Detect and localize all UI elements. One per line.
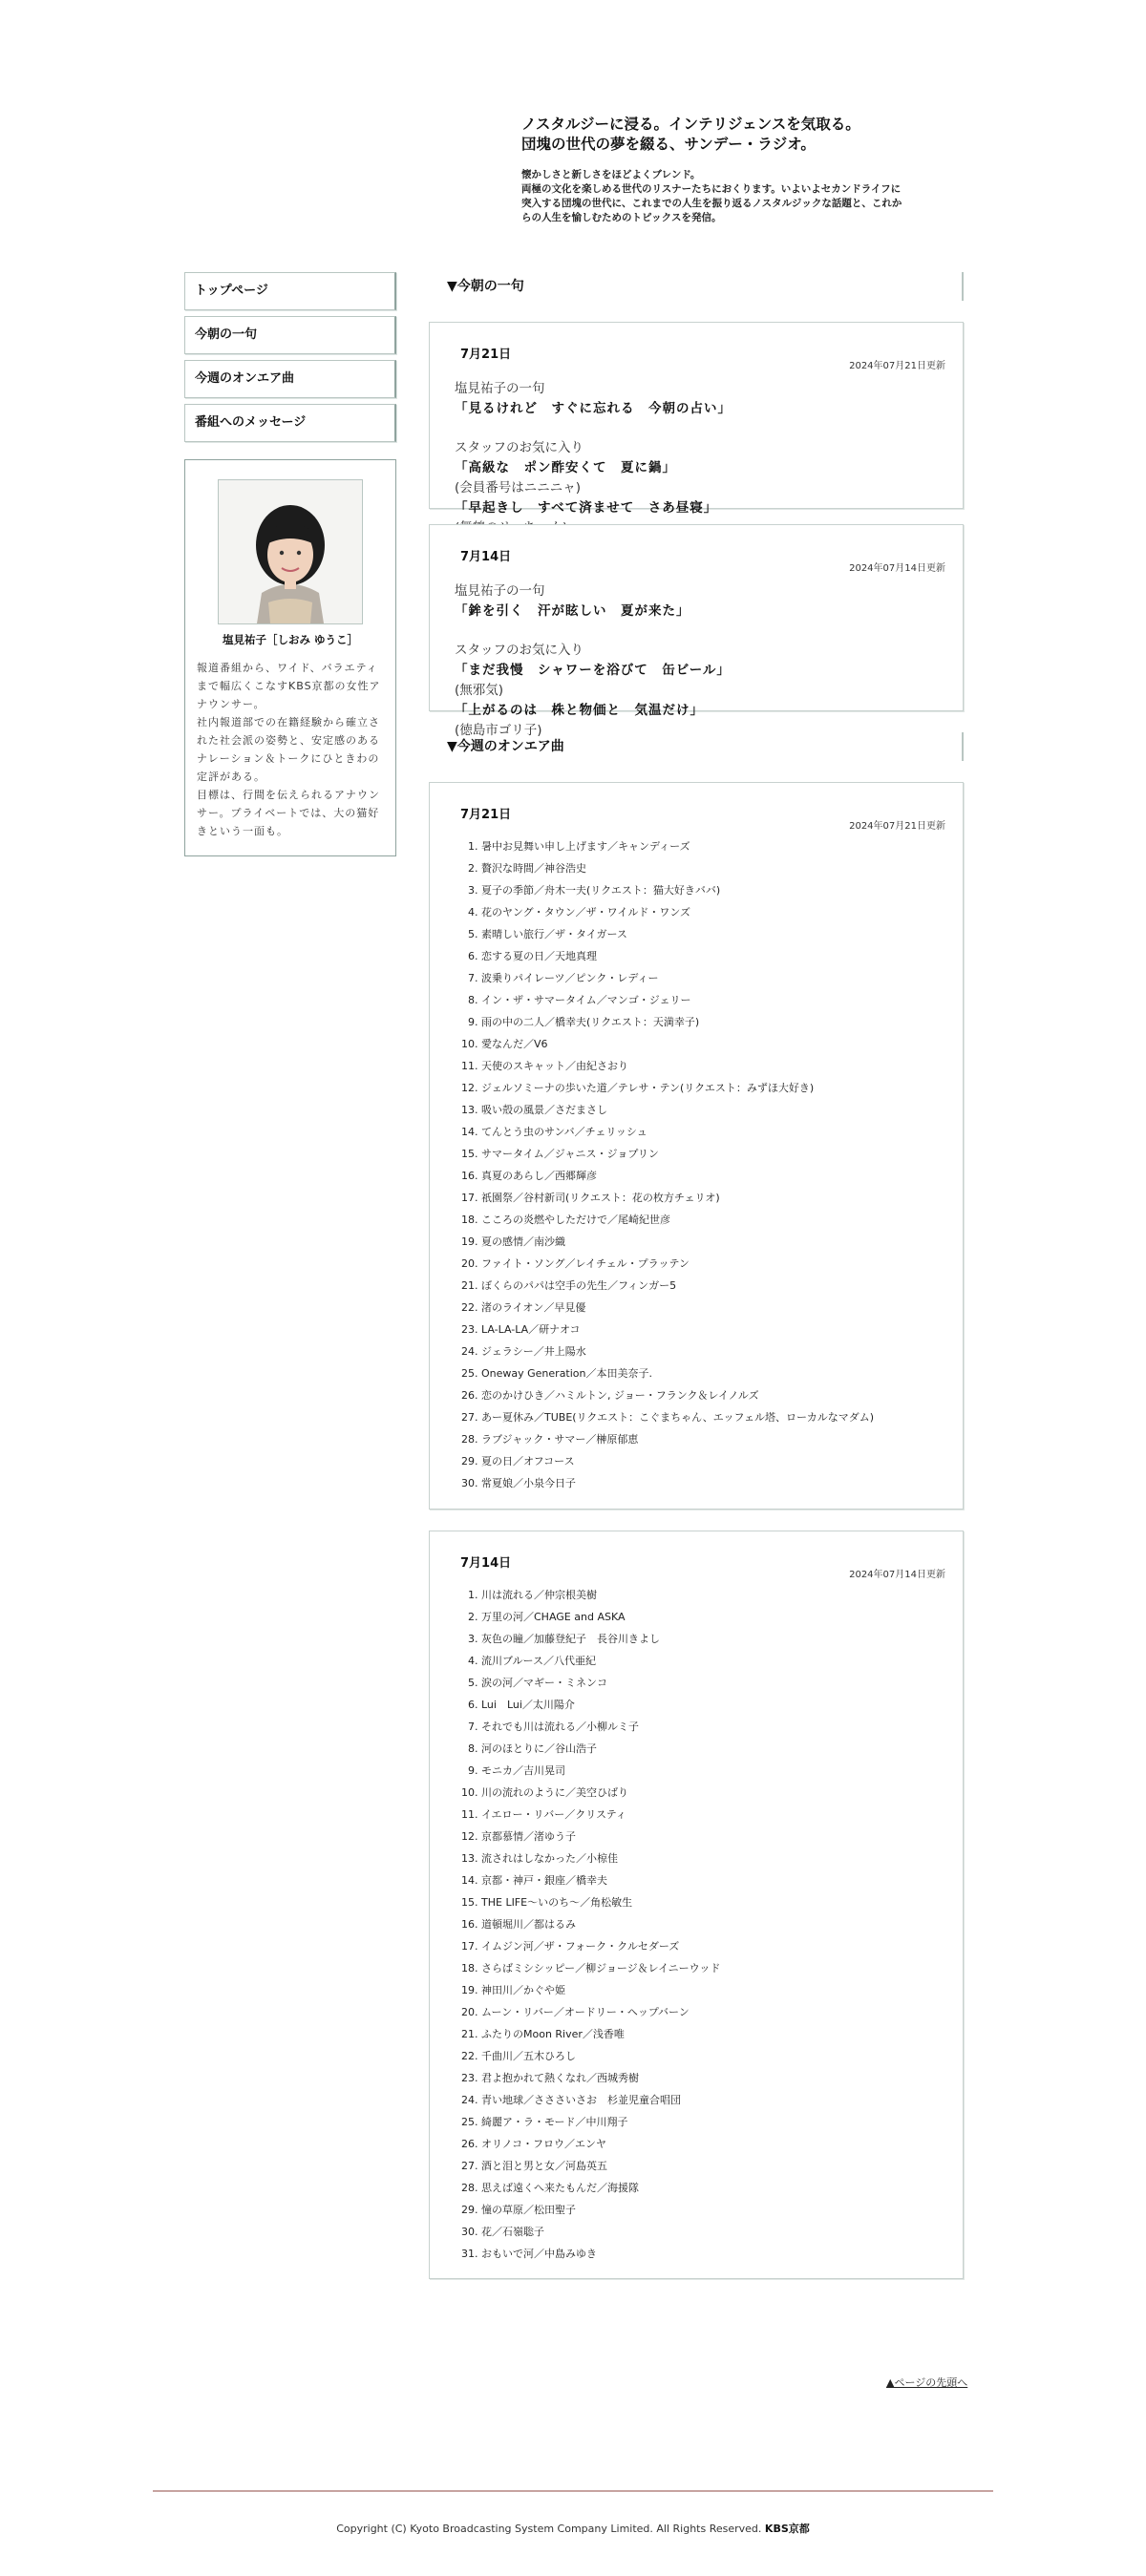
haiku-text: 「早起きし すべて済ませて さあ昼寝」: [455, 500, 718, 516]
song-item: 2. 万里の河／CHAGE and ASKA: [481, 1606, 945, 1628]
song-item: 10. 愛なんだ／V6: [481, 1033, 945, 1055]
entry-updated: 2024年07月14日更新: [849, 1570, 945, 1580]
song-item: 18. さらばミシシッピー／柳ジョージ＆レイニーウッド: [481, 1957, 945, 1979]
song-item: 23. LA-LA-LA／研ナオコ: [481, 1319, 945, 1341]
main-content: [429, 272, 964, 2279]
song-item: 29. 夏の日／オフコース: [481, 1450, 945, 1472]
song-item: 1. 川は流れる／仲宗根美樹: [481, 1584, 945, 1606]
song-item: 30. 常夏娘／小泉今日子: [481, 1472, 945, 1494]
song-item: 13. 流されはしなかった／小椋佳: [481, 1848, 945, 1869]
song-item: 14. てんとう虫のサンバ／チェリッシュ: [481, 1121, 945, 1143]
song-item: 11. イエロー・リバー／クリスティ: [481, 1804, 945, 1826]
song-item: 18. こころの炎燃やしただけで／尾崎紀世彦: [481, 1209, 945, 1231]
song-item: 20. ムーン・リバー／オードリー・ヘップバーン: [481, 2001, 945, 2023]
song-item: 24. ジェラシー／井上陽水: [481, 1341, 945, 1362]
haiku-text: 「まだ我慢 シャワーを浴びて 缶ビール」: [455, 663, 731, 678]
entry-updated: 2024年07月14日更新: [849, 563, 945, 574]
song-item: 9. モニカ／吉川晃司: [481, 1760, 945, 1782]
haiku-text: 「鉾を引く 汗が眩しい 夏が来た」: [455, 603, 690, 619]
footer-divider: [153, 2490, 993, 2492]
song-item: 31. おもいで河／中島みゆき: [481, 2243, 945, 2265]
song-item: 16. 真夏のあらし／西郷輝彦: [481, 1165, 945, 1187]
host-photo: [218, 479, 363, 624]
footer: [0, 2521, 1146, 2536]
nav-item-top[interactable]: トップページ: [184, 272, 396, 310]
song-item: 15. THE LIFE～いのち～／角松敏生: [481, 1891, 945, 1913]
song-item: 17. 祇園祭／谷村新司(リクエスト：花の枚方チェリオ): [481, 1187, 945, 1209]
song-item: 12. 京都慕情／渚ゆう子: [481, 1826, 945, 1848]
song-item: 22. 渚のライオン／早見優: [481, 1297, 945, 1319]
song-item: 8. イン・ザ・サマータイム／マンゴ・ジェリー: [481, 989, 945, 1011]
entry-date: 7月21日: [460, 348, 512, 362]
haiku-text: 「上がるのは 株と物価と 気温だけ」: [455, 703, 704, 718]
song-item: 19. 夏の感情／南沙織: [481, 1231, 945, 1253]
haiku-section-heading: ▼今朝の一句: [429, 272, 964, 301]
entry-updated: 2024年07月21日更新: [849, 361, 945, 371]
song-item: 16. 道頓堀川／都はるみ: [481, 1913, 945, 1935]
host-haiku-label: 塩見祐子の一句: [455, 381, 545, 396]
page-top-link[interactable]: ▲ページの先頭へ: [886, 2376, 968, 2389]
description-line: 突入する団塊の世代に、これまでの人生を振り返るノスタルジックな話題と、これか: [521, 198, 902, 209]
song-item: 4. 流川ブルース／八代亜紀: [481, 1650, 945, 1672]
host-portrait-icon: [219, 480, 362, 623]
entry-date: 7月21日: [460, 808, 512, 822]
description-line: 両極の文化を楽しめる世代のリスナーたちにおくります。いよいよセカンドライフに: [521, 183, 902, 195]
staff-favorites-label: スタッフのお気に入り: [455, 643, 584, 658]
song-list: [455, 1584, 945, 2265]
song-item: 12. ジェルソミーナの歩いた道／テレサ・テン(リクエスト：みずほ大好き): [481, 1077, 945, 1099]
onair-entry: [429, 1531, 964, 2279]
nav-item-onair[interactable]: 今週のオンエア曲: [184, 360, 396, 398]
song-item: 14. 京都・神戸・銀座／橋幸夫: [481, 1869, 945, 1891]
haiku-author: (会員番号はニニニャ): [455, 480, 582, 496]
copyright-text: Copyright (C) Kyoto Broadcasting System Company Limited. All Rights Reserved.: [336, 2523, 765, 2535]
song-item: 4. 花のヤング・タウン／ザ・ワイルド・ワンズ: [481, 901, 945, 923]
host-bio: 報道番組から、ワイド、バラエティまで幅広くこなすKBS京都の女性アナウンサー。 社内報道部での在籍経験から確立された社会派の姿勢と、安定感のあるナレーション＆トークにひときわの定評がある。 目標は、行間を伝えられるアナウンサー。プライベートでは、大の猫好きという一面も。: [197, 662, 381, 837]
entry-date: 7月14日: [460, 1556, 512, 1571]
song-item: 21. ふたりのMoon River／浅香唯: [481, 2023, 945, 2045]
song-item: 1. 暑中お見舞い申し上げます／キャンディーズ: [481, 835, 945, 857]
tagline-line-1: ノスタルジーに浸る。インテリジェンスを気取る。: [521, 116, 860, 133]
song-item: 28. 思えば遠くへ来たもんだ／海援隊: [481, 2177, 945, 2199]
song-item: 5. 素晴しい旅行／ザ・タイガース: [481, 923, 945, 945]
site-description: [521, 168, 970, 225]
song-item: 26. オリノコ・フロウ／エンヤ: [481, 2133, 945, 2155]
song-item: 21. ぼくらのパパは空手の先生／フィンガー5: [481, 1275, 945, 1297]
site-header: [521, 115, 970, 225]
song-item: 20. ファイト・ソング／レイチェル・プラッテン: [481, 1253, 945, 1275]
song-item: 22. 千曲川／五木ひろし: [481, 2045, 945, 2067]
song-item: 25. 綺麗ア・ラ・モード／中川翔子: [481, 2111, 945, 2133]
song-item: 2. 贅沢な時間／神谷浩史: [481, 857, 945, 879]
song-item: 6. Lui Lui／太川陽介: [481, 1694, 945, 1716]
song-item: 5. 涙の河／マギー・ミネンコ: [481, 1672, 945, 1694]
entry-updated: 2024年07月21日更新: [849, 821, 945, 832]
song-item: 15. サマータイム／ジャニス・ジョプリン: [481, 1143, 945, 1165]
nav-item-message[interactable]: 番組へのメッセージ: [184, 404, 396, 442]
song-item: 27. 酒と泪と男と女／河島英五: [481, 2155, 945, 2177]
song-item: 3. 夏子の季節／舟木一夫(リクエスト：猫大好きババ): [481, 879, 945, 901]
haiku-entry: [429, 322, 964, 516]
song-item: 30. 花／石嶺聡子: [481, 2221, 945, 2243]
footer-brand: KBS京都: [764, 2523, 810, 2535]
staff-favorites-label: スタッフのお気に入り: [455, 440, 584, 455]
song-item: 29. 憧の草原／松田聖子: [481, 2199, 945, 2221]
haiku-text: 「高級な ポン酢安くて 夏に鍋」: [455, 460, 676, 475]
song-item: 23. 君よ抱かれて熱くなれ／西城秀樹: [481, 2067, 945, 2089]
song-list: [455, 835, 945, 1494]
song-item: 17. イムジン河／ザ・フォーク・クルセダーズ: [481, 1935, 945, 1957]
onair-section-heading: ▼今週のオンエア曲: [429, 732, 964, 761]
song-item: 9. 雨の中の二人／橋幸夫(リクエスト：天満幸子): [481, 1011, 945, 1033]
host-name: 塩見祐子［しおみ ゆうこ］: [222, 633, 358, 646]
profile-card: [184, 459, 396, 856]
onair-entry: [429, 782, 964, 1510]
tagline-line-2: 団塊の世代の夢を綴る、サンデー・ラジオ。: [521, 136, 816, 153]
entry-date: 7月14日: [460, 550, 512, 564]
haiku-text: 「見るけれど すぐに忘れる 今朝の占い」: [455, 401, 732, 416]
song-item: 3. 灰色の瞳／加藤登紀子 長谷川きよし: [481, 1628, 945, 1650]
song-item: 11. 天使のスキャット／由紀さおり: [481, 1055, 945, 1077]
song-item: 10. 川の流れのように／美空ひばり: [481, 1782, 945, 1804]
description-line: らの人生を愉しむためのトピックスを発信。: [521, 212, 722, 223]
song-item: 26. 恋のかけひき／ハミルトン, ジョー・フランク＆レイノルズ: [481, 1384, 945, 1406]
song-item: 6. 恋する夏の日／天地真理: [481, 945, 945, 967]
haiku-author: (徳島市ゴリ子): [455, 723, 542, 738]
description-line: 懐かしさと新しさをほどよくブレンド。: [521, 169, 701, 180]
song-item: 19. 神田川／かぐや姫: [481, 1979, 945, 2001]
song-item: 27. あー夏休み／TUBE(リクエスト：こぐまちゃん、エッフェル塔、ローカルなマダム): [481, 1406, 945, 1428]
song-item: 28. ラブジャック・サマー／榊原郁恵: [481, 1428, 945, 1450]
haiku-entry: [429, 524, 964, 738]
haiku-author: (無邪気): [455, 683, 504, 698]
song-item: 7. それでも川は流れる／小柳ルミ子: [481, 1716, 945, 1738]
song-item: 7. 波乗りパイレーツ／ピンク・レディー: [481, 967, 945, 989]
sidebar: [184, 272, 396, 856]
song-item: 13. 吸い殻の風景／さだまさし: [481, 1099, 945, 1121]
song-item: 24. 青い地球／さささいさお 杉並児童合唱団: [481, 2089, 945, 2111]
song-item: 8. 河のほとりに／谷山浩子: [481, 1738, 945, 1760]
nav-item-haiku[interactable]: 今朝の一句: [184, 316, 396, 354]
staff-favorites: [455, 641, 945, 741]
host-haiku: [455, 379, 945, 419]
host-haiku: [455, 581, 945, 622]
song-item: 25. Oneway Generation／本田美奈子.: [481, 1362, 945, 1384]
host-haiku-label: 塩見祐子の一句: [455, 583, 545, 599]
